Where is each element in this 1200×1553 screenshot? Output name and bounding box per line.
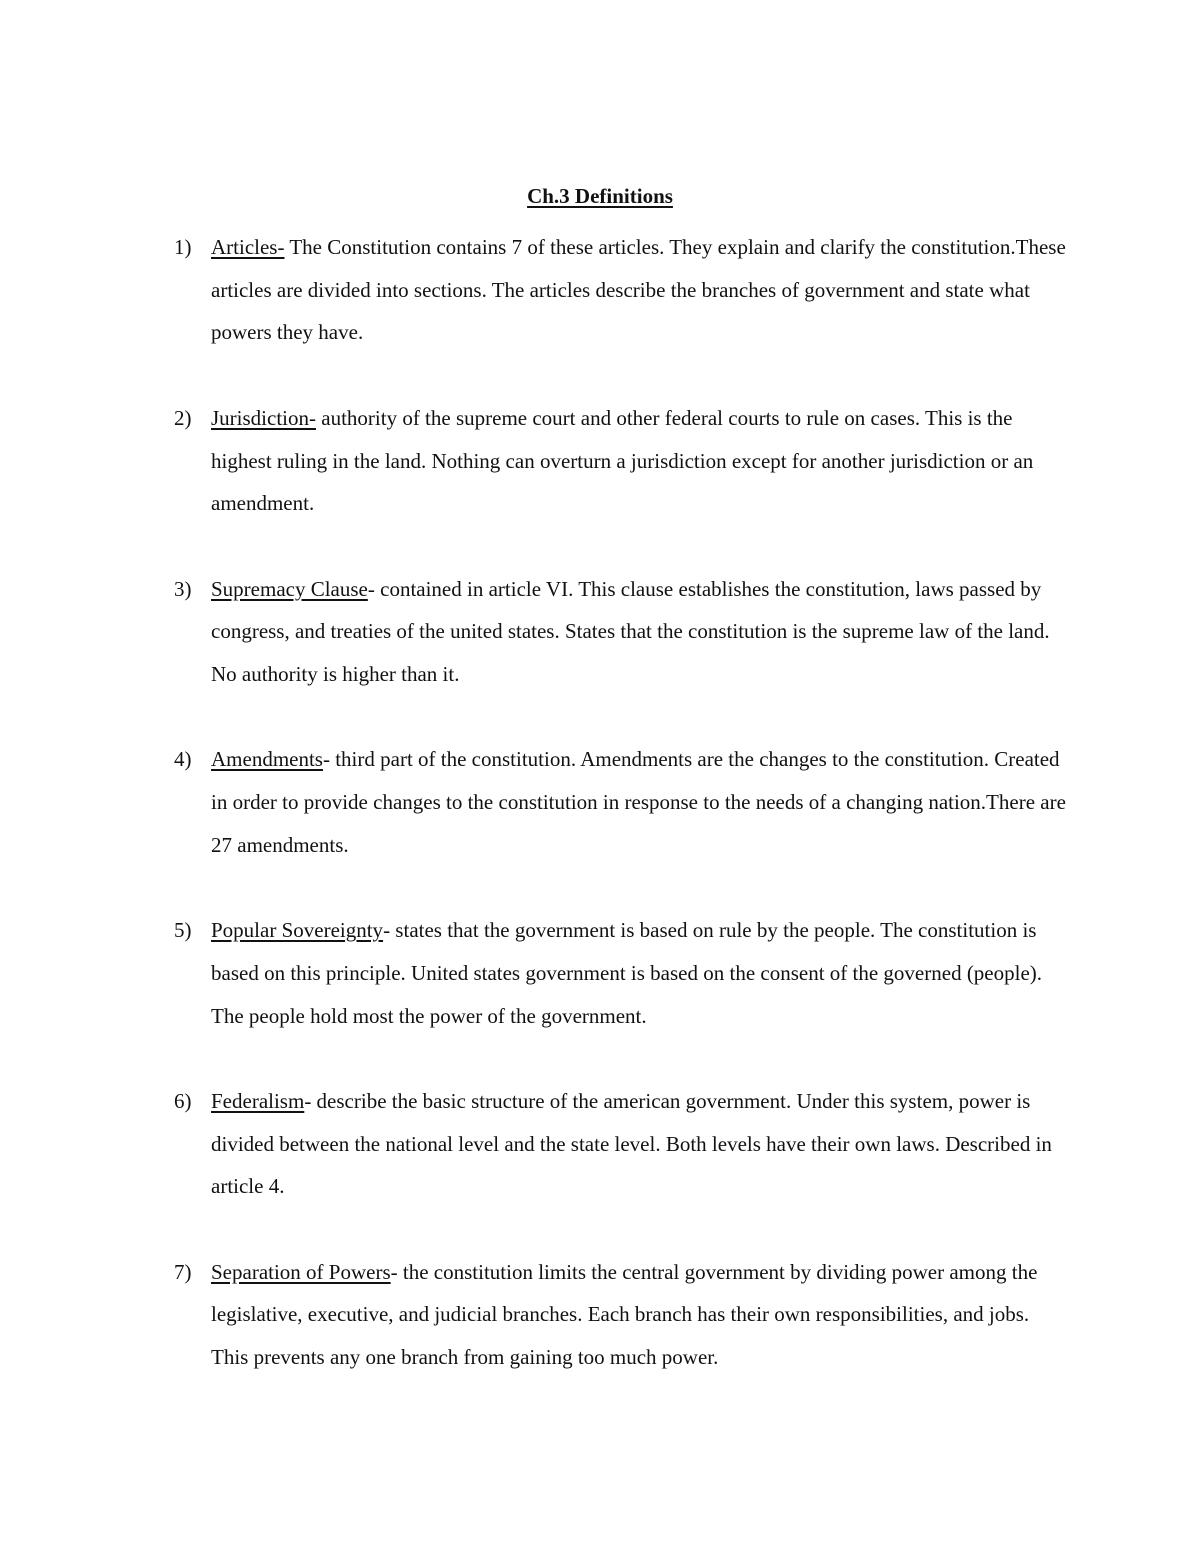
term-label: Articles- (211, 235, 285, 259)
term-label: Amendments (211, 747, 323, 772)
item-number: 6) (174, 1088, 192, 1113)
term-label: Separation of Powers (211, 1259, 391, 1284)
definition-text: - the constitution limits the central government by dividing power among the legislative, executive, and judicial branches. Each branch has their own responsibilities, and jobs. This prevents any one branch from gaining too much power. (211, 1259, 1038, 1370)
term-label: Popular Sovereignty (211, 918, 384, 943)
item-number: 5) (174, 918, 192, 943)
definition-text: authority of the supreme court and other federal courts to rule on cases. This is the highest ruling in the land. Nothing can overturn a jurisdiction except for another jurisdiction or an amendment. (211, 405, 1034, 516)
term-label: Supremacy Clause (211, 576, 368, 601)
definition-item-separation-of-powers (0, 1251, 1200, 1379)
definition-text: - describe the basic structure of the american government. Under this system, power is divided between the national level and the state level. Both levels have their own laws. Described in article 4. (211, 1088, 1052, 1199)
term-label: Federalism (211, 1088, 305, 1113)
definition-item-articles (0, 226, 1200, 354)
item-number: 1) (174, 235, 192, 259)
definition-item-jurisdiction (0, 397, 1200, 525)
definition-item-supremacy-clause (0, 568, 1200, 696)
definition-item-amendments (0, 738, 1200, 866)
definitions-list (0, 226, 1200, 1422)
definition-text: - states that the government is based on rule by the people. The constitution is based on this principle. United states government is based on the consent of the governed (people). The people hold most the power of the government. (211, 918, 1043, 1028)
term-label: Jurisdiction- (211, 405, 316, 430)
definition-item-federalism (0, 1080, 1200, 1208)
item-number: 2) (174, 405, 192, 430)
definition-text: - third part of the constitution. Amendments are the changes to the constitution. Created in order to provide changes to the constitution in response to the needs of a changing nation.There are 27 amendments. (211, 747, 1066, 857)
definition-text: The Constitution contains 7 of these articles. They explain and clarify the constitution.These articles are divided into sections. The articles describe the branches of government and state what powers they have. (211, 235, 1066, 345)
item-number: 7) (174, 1259, 192, 1284)
definition-item-popular-sovereignty (0, 909, 1200, 1037)
page-title: Ch.3 Definitions (527, 184, 673, 208)
item-number: 3) (174, 576, 192, 601)
definition-text: - contained in article VI. This clause establishes the constitution, laws passed by congress, and treaties of the united states. States that the constitution is the supreme law of the land. No authority is higher than it. (211, 576, 1050, 686)
item-number: 4) (174, 747, 192, 772)
